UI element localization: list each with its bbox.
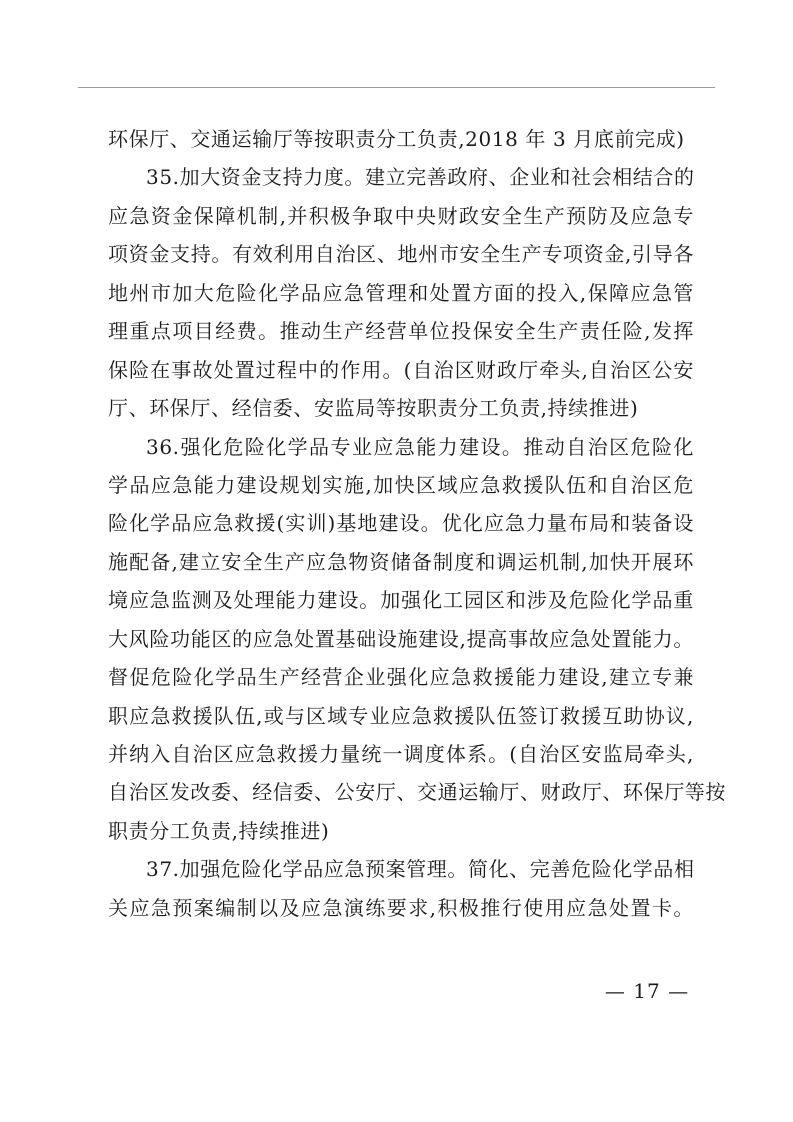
text-line: 应急资金保障机制,并积极争取中央财政安全生产预防及应急专 [108,203,694,228]
text-line: 36.强化危险化学品专业应急能力建设。推动自治区危险化 [146,434,694,459]
text-line: 37.加强危险化学品应急预案管理。简化、完善危险化学品相 [146,857,695,882]
text-line: 项资金支持。有效利用自治区、地州市安全生产专项资金,引导各 [108,242,694,267]
text-line: 厅、环保厅、经信委、安监局等按职责分工负责,持续推进) [108,396,639,421]
text-line: 职责分工负责,持续推进) [108,818,330,843]
text-line: 学品应急能力建设规划实施,加快区域应急救援队伍和自治区危 [108,472,694,497]
text-line: 大风险功能区的应急处置基础设施建设,提高事故应急处置能力。 [108,626,694,651]
text-line: 境应急监测及处理能力建设。加强化工园区和涉及危险化学品重 [108,588,694,613]
page-number: — 17 — [604,979,690,1003]
text-line: 环保厅、交通运输厅等按职责分工负责,2018 年 3 月底前完成) [108,127,685,151]
text-line: 险化学品应急救援(实训)基地建设。优化应急力量布局和装备设 [108,511,694,536]
text-line: 自治区发改委、经信委、公安厅、交通运输厅、财政厅、环保厅等按 [108,780,726,805]
document-body [108,120,726,927]
text-line: 35.加大资金支持力度。建立完善政府、企业和社会相结合的 [146,165,695,190]
text-line: 督促危险化学品生产经营企业强化应急救援能力建设,建立专兼 [108,665,694,690]
header-rule [78,87,715,88]
text-line: 并纳入自治区应急救援力量统一调度体系。(自治区安监局牵头, [108,742,694,766]
text-line: 理重点项目经费。推动生产经营单位投保安全生产责任险,发挥 [108,319,694,344]
text-line: 保险在事故处置过程中的作用。(自治区财政厅牵头,自治区公安 [108,357,694,382]
text-line: 职应急救援队伍,或与区域专业应急救援队伍签订救援互助协议, [108,703,694,728]
text-line: 关应急预案编制以及应急演练要求,积极推行使用应急处置卡。 [108,895,694,920]
text-line: 地州市加大危险化学品应急管理和处置方面的投入,保障应急管 [108,280,694,305]
text-line: 施配备,建立安全生产应急物资储备制度和调运机制,加快开展环 [108,549,694,574]
